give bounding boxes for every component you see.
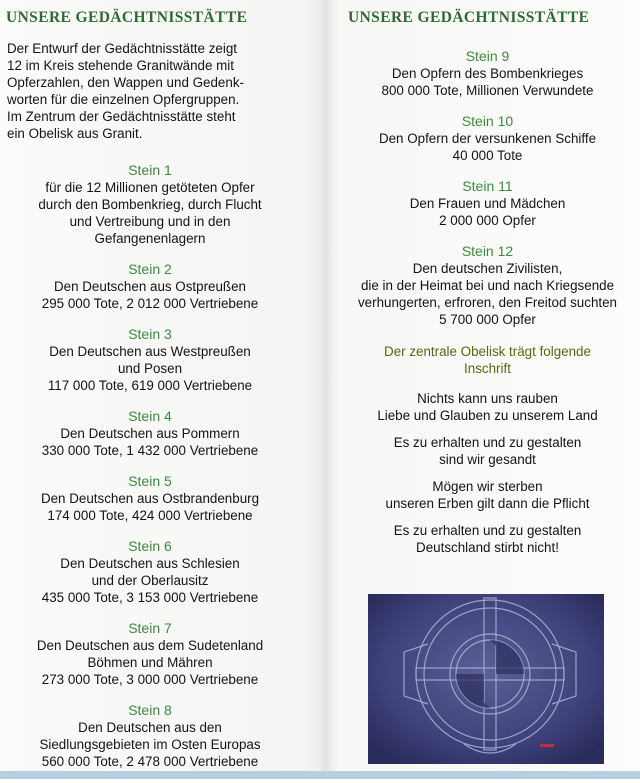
stein-title: Stein 10: [461, 113, 514, 129]
stein-text: Böhmen und Mähren: [87, 655, 213, 670]
stein-text: Den deutschen Zivilisten,: [412, 261, 563, 276]
page-fold: [318, 0, 334, 779]
left-heading: UNSERE GEDÄCHTNISSTÄTTE: [6, 9, 248, 26]
stein-text: die in der Heimat bei und nach Kriegsende: [360, 278, 615, 293]
stein-title: Stein 7: [128, 620, 172, 636]
left-stein-list: [0, 161, 300, 783]
stein-text: Den Deutschen aus Westpreußen: [49, 344, 251, 359]
obelisk-heading-line: Inschrift: [464, 361, 511, 376]
stein-5: [0, 472, 300, 524]
stein-title: Stein 9: [465, 48, 510, 64]
stein-text: Den Deutschen aus Schlesien: [60, 556, 240, 571]
obelisk-heading: [335, 343, 640, 377]
stein-text: 435 000 Tote, 3 153 000 Vertriebene: [41, 590, 259, 605]
inscription-line: Liebe und Glauben zu unserem Land: [377, 408, 598, 423]
stein-text: Den Deutschen aus Pommern: [60, 426, 240, 441]
stein-text: Den Opfern der versunkenen Schiffe: [378, 131, 597, 146]
inscription-verse-2: [335, 434, 640, 468]
stein-8: [0, 701, 300, 770]
stein-title: Stein 5: [128, 473, 172, 489]
stein-12: [335, 242, 640, 328]
stein-2: [0, 260, 300, 312]
inscription-line: Mögen wir sterben: [432, 479, 543, 494]
obelisk-heading-line: Der zentrale Obelisk trägt folgende: [384, 344, 591, 359]
intro-line: worten für die einzelnen Opfergruppen.: [7, 92, 240, 107]
inscription-verse-4: [335, 522, 640, 556]
inscription-line: Es zu erhalten und zu gestalten: [393, 435, 582, 450]
memorial-plan-drawing: [368, 594, 604, 764]
intro-line: ein Obelisk aus Granit.: [7, 126, 143, 141]
stein-text: Den Deutschen aus den: [78, 720, 222, 735]
stein-text: Den Deutschen aus Ostbrandenburg: [40, 491, 260, 506]
stein-text: und Vertreibung und in den: [69, 214, 231, 229]
stein-title: Stein 4: [128, 408, 172, 424]
stein-title: Stein 2: [128, 261, 172, 277]
stein-text: für die 12 Millionen getöteten Opfer: [45, 180, 255, 195]
stein-text: durch den Bombenkrieg, durch Flucht: [38, 197, 262, 212]
stein-text: 560 000 Tote, 2 478 000 Vertriebene: [41, 754, 259, 769]
stein-text: 2 000 000 Opfer: [439, 213, 536, 228]
stein-text: Gefangenenlagern: [94, 231, 206, 246]
inscription-line: sind wir gesandt: [439, 452, 536, 467]
intro-line: Der Entwurf der Gedächtnisstätte zeigt: [7, 41, 237, 56]
stein-text: Den Deutschen aus Ostpreußen: [53, 279, 247, 294]
stein-text: 40 000 Tote: [452, 148, 523, 163]
stein-3: [0, 325, 300, 394]
stein-6: [0, 537, 300, 606]
stein-text: 800 000 Tote, Millionen Verwundete: [381, 83, 594, 98]
stein-title: Stein 11: [462, 178, 513, 194]
intro-line: Im Zentrum der Gedächtnisstätte steht: [7, 109, 236, 124]
inscription-line: Nichts kann uns rauben: [417, 391, 558, 406]
stein-text: 174 000 Tote, 424 000 Vertriebene: [47, 508, 253, 523]
stein-7: [0, 619, 300, 688]
stein-text: Siedlungsgebieten im Osten Europas: [39, 737, 261, 752]
inscription-line: Deutschland stirbt nicht!: [416, 540, 559, 555]
stein-text: 117 000 Tote, 619 000 Vertriebene: [47, 378, 253, 393]
inscription-line: unseren Erben gilt dann die Pflicht: [385, 496, 590, 511]
stein-title: Stein 8: [128, 702, 172, 718]
stein-text: Den Deutschen aus dem Sudetenland: [36, 638, 264, 653]
inscription-verse-1: [335, 390, 640, 424]
stein-4: [0, 407, 300, 459]
stein-title: Stein 6: [128, 538, 172, 554]
stein-10: [335, 112, 640, 164]
stein-title: Stein 12: [461, 243, 514, 259]
right-heading: UNSERE GEDÄCHTNISSTÄTTE: [348, 9, 590, 26]
intro-line: 12 im Kreis stehende Granitwände mit: [7, 58, 235, 73]
intro-paragraph: [7, 40, 307, 142]
stein-9: [335, 47, 640, 99]
inscription-line: Es zu erhalten und zu gestalten: [393, 523, 582, 538]
stein-1: [0, 161, 300, 247]
right-stein-list: [335, 47, 640, 566]
stein-text: Den Frauen und Mädchen: [409, 196, 566, 211]
intro-line: Opferzahlen, den Wappen und Gedenk-: [7, 75, 244, 90]
stein-text: 295 000 Tote, 2 012 000 Vertriebene: [41, 296, 259, 311]
stein-text: 273 000 Tote, 3 000 000 Vertriebene: [41, 672, 259, 687]
stein-text: Den Opfern des Bombenkrieges: [391, 66, 584, 81]
stein-text: 330 000 Tote, 1 432 000 Vertriebene: [41, 443, 259, 458]
stein-11: [335, 177, 640, 229]
stein-title: Stein 3: [128, 326, 172, 342]
memorial-plan-photo: [368, 594, 604, 764]
bottom-band: [0, 771, 640, 779]
stein-title: Stein 1: [128, 162, 172, 178]
stein-text: und der Oberlausitz: [91, 573, 209, 588]
stein-text: verhungerten, erfroren, den Freitod suchten: [357, 295, 618, 310]
stein-text: 5 700 000 Opfer: [439, 312, 536, 327]
inscription-verse-3: [335, 478, 640, 512]
stein-text: und Posen: [117, 361, 183, 376]
